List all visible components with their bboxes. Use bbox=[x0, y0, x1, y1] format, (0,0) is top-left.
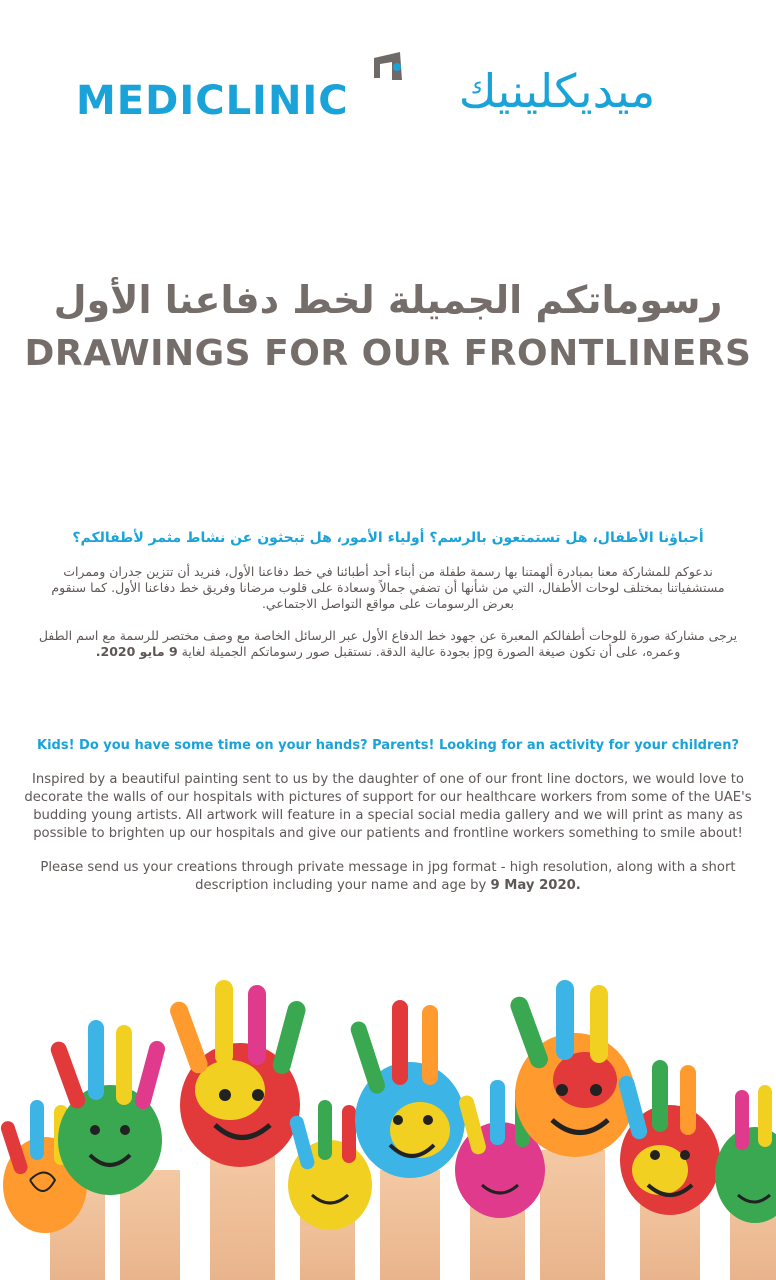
arabic-section bbox=[36, 530, 740, 676]
logo-wordmark-arabic: ميديكلينيك bbox=[458, 64, 656, 118]
english-paragraph-2-text: Please send us your creations through private message in jpg format - high resolution, along with a short description including your name and age by bbox=[40, 860, 736, 893]
mediclinic-mark-icon bbox=[370, 50, 410, 90]
page-title-english: DRAWINGS FOR OUR FRONTLINERS bbox=[24, 333, 752, 374]
mediclinic-logo bbox=[0, 50, 776, 140]
english-heading: Kids! Do you have some time on your hands? Parents! Looking for an activity for your children? bbox=[37, 738, 739, 753]
arabic-paragraph-2 bbox=[36, 628, 740, 660]
arabic-paragraph-1: ندعوكم للمشاركة معنا بمبادرة ألهمتنا بها رسمة طفلة من أبناء أحد أطبائنا في خط دفاعنا الأول، فنريد أن تتزين جدران وممرات مستشفياتنا بمختلف لوحات الأطفال، التي من شأنها أن تضفي جمالاً وسعادة على قلوب مرضانا وفريق خط دفاعنا الأول. كما سنقوم بعرض الرسومات على مواقع التواصل الاجتماعي. bbox=[51, 564, 725, 611]
logo-wordmark-english: MEDICLINIC bbox=[76, 78, 349, 124]
english-paragraph-1: Inspired by a beautiful painting sent to us by the daughter of one of our front line doctors, we would love to decorate the walls of our hospitals with pictures of support for our healthcare workers from some of the UAE's budding young artists. All artwork will feature in a special social media gallery and we will print as many as possible to brighten up our hospitals and give our patients and frontline workers something to smile about! bbox=[24, 772, 752, 841]
painted-hands-illustration bbox=[0, 980, 776, 1280]
arabic-paragraph-2-text: يرجى مشاركة صورة للوحات أطفالكم المعبرة عن جهود خط الدفاع الأول عبر الرسائل الخاصة مع وصف مختصر للرسمة مع اسم الطفل وعمره، على أن تكون صيغة الصورة jpg بجودة عالية الدقة. نستقبل صور رسوماتكم الجميلة لغاية bbox=[38, 628, 738, 659]
english-section bbox=[24, 738, 752, 911]
english-paragraph-2 bbox=[24, 859, 752, 895]
arabic-heading: أحباؤنا الأطفال، هل تستمتعون بالرسم؟ أولياء الأمور، هل تبحثون عن نشاط مثمر لأطفالكم؟ bbox=[72, 530, 704, 546]
page-title-arabic: رسوماتكم الجميلة لخط دفاعنا الأول bbox=[53, 278, 723, 322]
english-deadline: 9 May 2020. bbox=[490, 878, 581, 893]
arabic-deadline: 9 مايو 2020. bbox=[95, 644, 178, 659]
